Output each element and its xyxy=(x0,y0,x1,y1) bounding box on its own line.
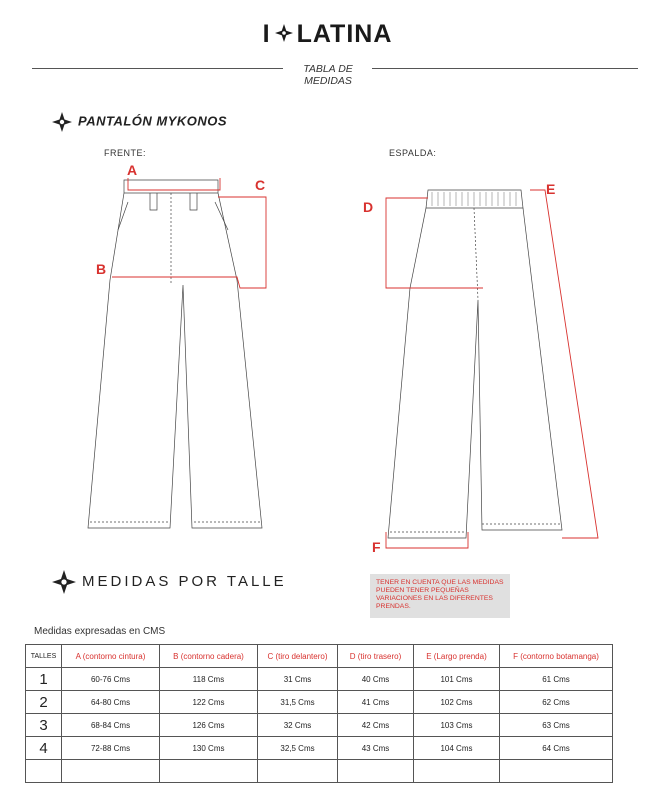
table-cell: 31,5 Cms xyxy=(258,691,338,714)
front-pants-drawing xyxy=(88,180,262,528)
table-cell: 1 xyxy=(26,668,62,691)
table-cell xyxy=(62,760,160,783)
table-cell: 103 Cms xyxy=(414,714,500,737)
size-table xyxy=(25,644,613,783)
table-cell: 101 Cms xyxy=(414,668,500,691)
table-cell xyxy=(414,760,500,783)
table-cell: 60-76 Cms xyxy=(62,668,160,691)
front-view-label: FRENTE: xyxy=(104,148,147,158)
marker-a: A xyxy=(127,162,138,178)
table-row xyxy=(26,760,613,783)
garment-drawing xyxy=(0,160,655,560)
table-cell: 102 Cms xyxy=(414,691,500,714)
table-row xyxy=(26,714,613,737)
table-cell: 32,5 Cms xyxy=(258,737,338,760)
table-cell: 4 xyxy=(26,737,62,760)
star-icon xyxy=(52,570,76,594)
measure-e-guide xyxy=(530,190,598,538)
section-title xyxy=(52,570,287,594)
table-cell: 68-84 Cms xyxy=(62,714,160,737)
measurement-guides xyxy=(112,178,598,548)
table-cell: 61 Cms xyxy=(500,668,613,691)
garment-title-text: PANTALÓN MYKONOS xyxy=(78,113,228,129)
table-cell xyxy=(160,760,258,783)
table-cell: 122 Cms xyxy=(160,691,258,714)
table-caption: Medidas expresadas en CMS xyxy=(34,626,166,637)
table-row xyxy=(26,668,613,691)
header-rule-left xyxy=(32,68,283,69)
table-header: C (tiro delantero) xyxy=(258,645,338,668)
table-row xyxy=(26,737,613,760)
table-cell: 130 Cms xyxy=(160,737,258,760)
page-subtitle: TABLA DE MEDIDAS xyxy=(303,63,353,87)
table-header: E (Largo prenda) xyxy=(414,645,500,668)
marker-f: F xyxy=(372,539,381,555)
variation-note: TENER EN CUENTA QUE LAS MEDIDAS PUEDEN TENER PEQUEÑAS VARIACIONES EN LAS DIFERENTES PRENDAS. xyxy=(370,574,510,618)
table-cell: 32 Cms xyxy=(258,714,338,737)
table-cell: 63 Cms xyxy=(500,714,613,737)
table-header: TALLES xyxy=(26,645,62,668)
table-cell: 64 Cms xyxy=(500,737,613,760)
table-header: D (tiro trasero) xyxy=(338,645,414,668)
table-header: F (contorno botamanga) xyxy=(500,645,613,668)
table-cell: 31 Cms xyxy=(258,668,338,691)
table-cell: 104 Cms xyxy=(414,737,500,760)
table-cell: 2 xyxy=(26,691,62,714)
measure-d-guide xyxy=(386,198,483,288)
brand-name: LATINA xyxy=(296,20,393,48)
table-cell xyxy=(500,760,613,783)
table-cell xyxy=(338,760,414,783)
marker-e: E xyxy=(546,181,556,197)
marker-b: B xyxy=(96,261,107,277)
table-cell: 40 Cms xyxy=(338,668,414,691)
table-cell: 41 Cms xyxy=(338,691,414,714)
star-icon xyxy=(275,24,293,42)
table-cell: 72-88 Cms xyxy=(62,737,160,760)
back-view-label: ESPALDA: xyxy=(389,148,437,158)
star-icon xyxy=(52,112,72,132)
table-cell: 126 Cms xyxy=(160,714,258,737)
table-header: A (contorno cintura) xyxy=(62,645,160,668)
header-rule-right xyxy=(372,68,638,69)
back-pants-drawing xyxy=(388,190,562,538)
marker-c: C xyxy=(255,177,266,193)
measure-f-guide xyxy=(386,532,468,548)
table-cell: 62 Cms xyxy=(500,691,613,714)
measure-b-c-guide xyxy=(112,197,266,288)
table-cell xyxy=(258,760,338,783)
table-cell xyxy=(26,760,62,783)
table-row xyxy=(26,691,613,714)
marker-d: D xyxy=(363,199,374,215)
section-title-text: MEDIDAS POR TALLE xyxy=(82,572,287,590)
garment-title xyxy=(52,112,227,132)
brand-logo xyxy=(0,20,655,49)
table-cell: 118 Cms xyxy=(160,668,258,691)
table-cell: 64-80 Cms xyxy=(62,691,160,714)
table-cell: 42 Cms xyxy=(338,714,414,737)
brand-letter: I xyxy=(262,20,271,48)
table-header-row xyxy=(26,645,613,668)
table-cell: 3 xyxy=(26,714,62,737)
table-header: B (contorno cadera) xyxy=(160,645,258,668)
table-cell: 43 Cms xyxy=(338,737,414,760)
